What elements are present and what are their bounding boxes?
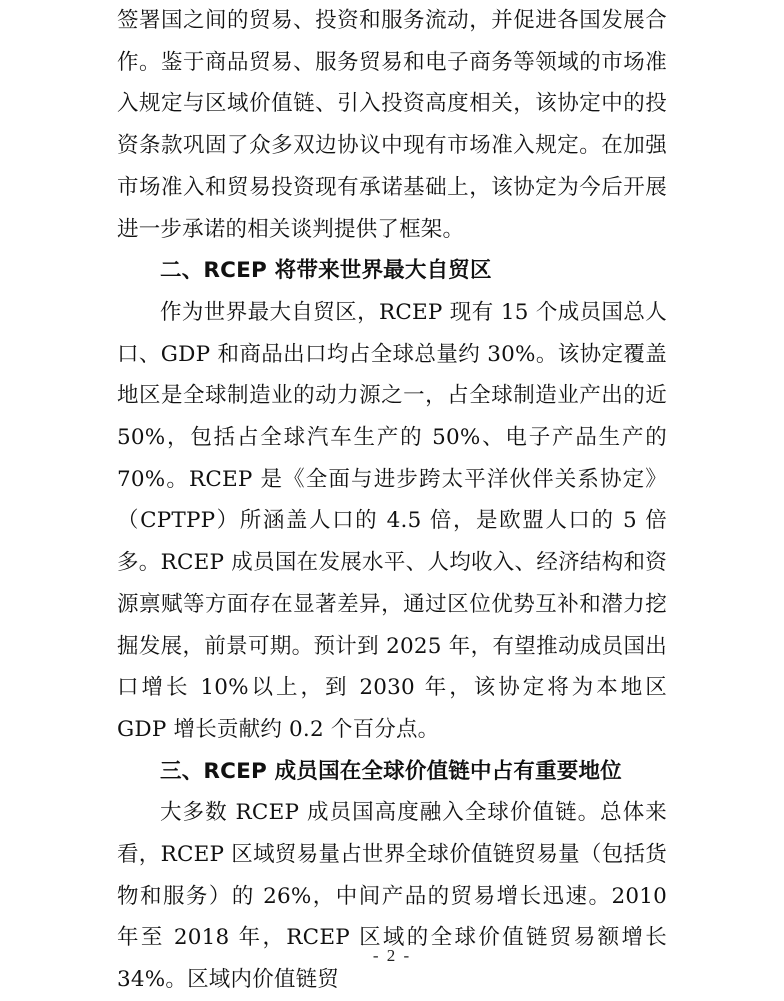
paragraph-continuation: 签署国之间的贸易、投资和服务流动，并促进各国发展合作。鉴于商品贸易、服务贸易和电子商务等领域的市场准入规定与区域价值链、引入投资高度相关，该协定中的投资条款巩固了众多双边协议中现有市场准入规定。在加强市场准入和贸易投资现有承诺基础上，该协定为今后开展进一步承诺的相关谈判提供了框架。 (117, 8, 667, 242)
page-number: - 2 - (372, 946, 412, 965)
paragraph-largest-fta: 作为世界最大自贸区，RCEP 现有 15 个成员国总人口、GDP 和商品出口均占全球总量约 30%。该协定覆盖地区是全球制造业的动力源之一，占全球制造业产出的近 50%，包括占全球汽车生产的 50%、电子产品生产的 70%。RCEP 是《全面与进步跨太平洋伙伴关系协定》（CPTPP）所涵盖人口的 4.5 倍，是欧盟人口的 5 倍多。RCEP 成员国在发展水平、人均收入、经济结构和资源禀赋等方面存在显著差异，通过区位优势互补和潜力挖掘发展，前景可期。预计到 2025 年，有望推动成员国出口增长 10%以上，到 2030 年，该协定将为本地区 GDP 增长贡献约 0.2 个百分点。 (117, 299, 667, 742)
section-heading-2: 二、RCEP 将带来世界最大自贸区 (160, 258, 492, 284)
section-heading-3: 三、RCEP 成员国在全球价值链中占有重要地位 (160, 758, 622, 784)
document-body (117, 0, 667, 1001)
paragraph-value-chain: 大多数 RCEP 成员国高度融入全球价值链。总体来看，RCEP 区域贸易量占世界全球价值链贸易量（包括货物和服务）的 26%，中间产品的贸易增长迅速。2010 年至 2018 年，RCEP 区域的全球价值链贸易额增长 34%。区域内价值链贸 (117, 800, 667, 993)
